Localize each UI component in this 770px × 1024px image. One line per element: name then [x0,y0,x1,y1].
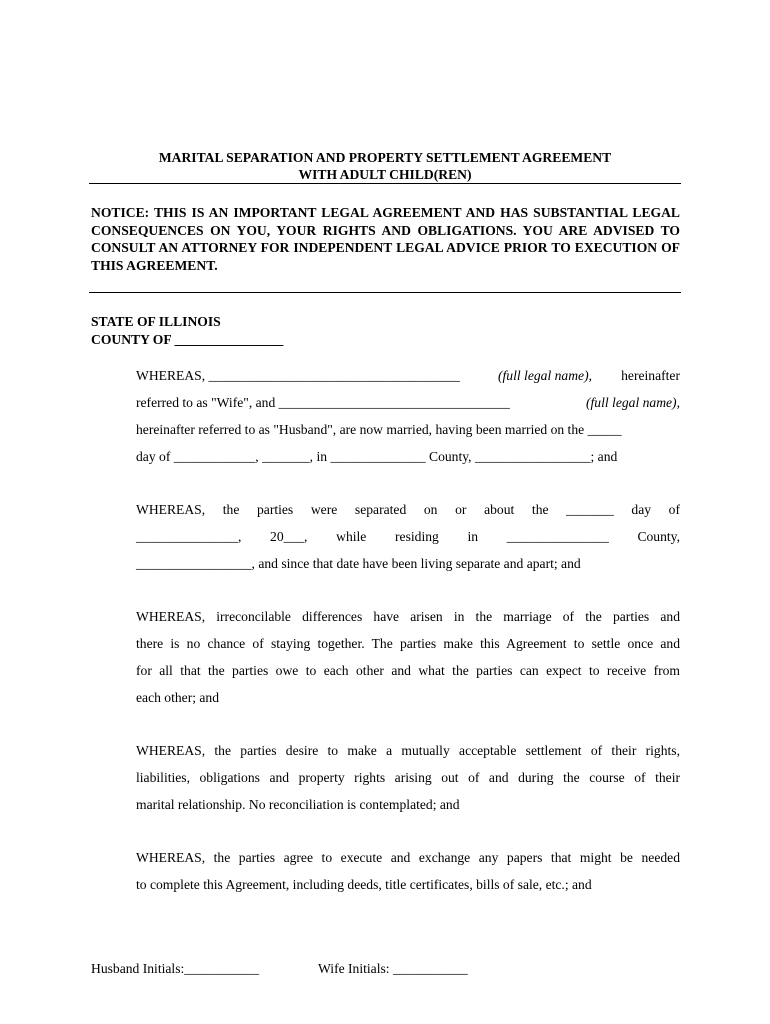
husband-initials-field[interactable]: Husband Initials:___________ [91,961,260,976]
whereas-1-line-2 [136,394,680,411]
whereas-3-line-3: for all that the parties owe to each other and what the parties can expect to receive from [136,663,680,678]
notice-paragraph: NOTICE: THIS IS AN IMPORTANT LEGAL AGREEMENT AND HAS SUBSTANTIAL LEGAL CONSEQUENCES ON YOU, YOUR RIGHTS AND OBLIGATIONS. YOU ARE ADVISED TO CONSULT AN ATTORNEY FOR INDEPENDENT LEGAL ADVICE PRIOR TO EXECUTION OF THIS AGREEMENT. [91,205,680,273]
whereas-4-line-1: WHEREAS, the parties desire to make a mutually acceptable settlement of their rights, [136,743,680,758]
full-legal-name-hint: (full legal name), [585,395,680,410]
whereas-2-line-1: WHEREAS, the parties were separated on or about the _______ day of [136,502,680,517]
whereas-3-line-1: WHEREAS, irreconcilable differences have arisen in the marriage of the parties and [136,609,680,624]
whereas-5-line-2: to complete this Agreement, including deeds, title certificates, bills of sale, etc.; and [136,877,592,892]
whereas-2-line-2: _______________, 20___, while residing in _______________ County, [136,529,680,544]
state-label: STATE OF ILLINOIS [91,314,221,329]
whereas-1-line-1 [136,367,680,384]
whereas-4-line-2: liabilities, obligations and property rights arising out of and during the course of their [136,770,680,785]
husband-name-blank: referred to as "Wife", and __________________________________ [136,395,510,410]
whereas-3-line-2: there is no chance of staying together. The parties make this Agreement to settle once and [136,636,680,651]
whereas-1-line-4: day of ____________, _______, in ______________ County, _________________; and [136,449,618,464]
full-legal-name-hint: (full legal name), [498,368,593,383]
title-underline [89,183,681,184]
title-line-2: WITH ADULT CHILD(REN) [298,167,472,182]
whereas-4-line-3: marital relationship. No reconciliation is contemplated; and [136,797,460,812]
whereas-2-line-3: _________________, and since that date have been living separate and apart; and [136,556,581,571]
wife-initials-field[interactable]: Wife Initials: ___________ [318,961,468,976]
notice-divider [89,292,681,293]
county-label: COUNTY OF ________________ [91,331,284,347]
whereas-5-line-1: WHEREAS, the parties agree to execute and exchange any papers that might be needed [136,850,680,865]
whereas-3-line-4: each other; and [136,690,220,705]
wife-name-blank: WHEREAS, _____________________________________ [136,368,460,383]
hereinafter-text: hereinafter [621,368,680,383]
venue-block [91,313,283,348]
title-line-1: MARITAL SEPARATION AND PROPERTY SETTLEMENT AGREEMENT [158,150,612,165]
whereas-1-line-3: hereinafter referred to as "Husband", are now married, having been married on the _____ [136,422,622,437]
document-title [89,149,681,183]
